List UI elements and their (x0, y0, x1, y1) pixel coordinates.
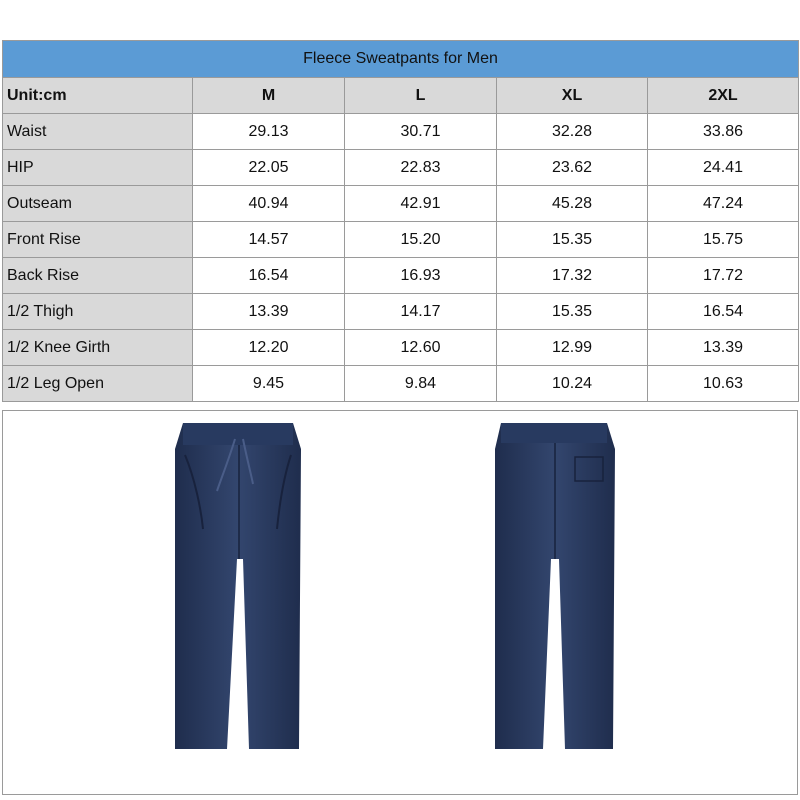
waistband (183, 423, 293, 445)
table-cell: 14.57 (193, 222, 345, 258)
table-cell: 30.71 (345, 114, 497, 150)
row-label: 1/2 Leg Open (3, 366, 193, 402)
table-cell: 12.99 (497, 330, 648, 366)
table-row (3, 186, 799, 222)
table-cell: 16.54 (193, 258, 345, 294)
table-cell: 17.72 (648, 258, 799, 294)
row-label: Front Rise (3, 222, 193, 258)
table-cell: 15.20 (345, 222, 497, 258)
table-cell: 17.32 (497, 258, 648, 294)
table-row (3, 294, 799, 330)
table-row (3, 150, 799, 186)
size-header-2xl: 2XL (648, 78, 799, 114)
unit-label: Unit:cm (3, 78, 193, 114)
table-cell: 24.41 (648, 150, 799, 186)
table-cell: 13.39 (648, 330, 799, 366)
table-cell: 9.84 (345, 366, 497, 402)
row-label: 1/2 Knee Girth (3, 330, 193, 366)
table-row (3, 258, 799, 294)
table-cell: 14.17 (345, 294, 497, 330)
pants-back-view (491, 419, 621, 759)
table-cell: 15.75 (648, 222, 799, 258)
table-cell: 15.35 (497, 294, 648, 330)
row-label: Back Rise (3, 258, 193, 294)
table-cell: 22.83 (345, 150, 497, 186)
table-row (3, 330, 799, 366)
pants-body (175, 423, 301, 749)
size-header-m: M (193, 78, 345, 114)
table-cell: 12.60 (345, 330, 497, 366)
row-label: Outseam (3, 186, 193, 222)
table-row (3, 222, 799, 258)
header-row (3, 78, 799, 114)
table-row (3, 366, 799, 402)
product-image-area (2, 410, 798, 795)
table-cell: 40.94 (193, 186, 345, 222)
row-label: Waist (3, 114, 193, 150)
table-cell: 13.39 (193, 294, 345, 330)
table-cell: 33.86 (648, 114, 799, 150)
size-header-xl: XL (497, 78, 648, 114)
table-cell: 29.13 (193, 114, 345, 150)
title-row (3, 41, 799, 78)
table-cell: 15.35 (497, 222, 648, 258)
size-table (2, 40, 799, 402)
table-cell: 32.28 (497, 114, 648, 150)
table-cell: 10.24 (497, 366, 648, 402)
table-cell: 23.62 (497, 150, 648, 186)
pants-front-view (171, 419, 311, 759)
waistband (501, 423, 607, 443)
table-cell: 22.05 (193, 150, 345, 186)
table-cell: 10.63 (648, 366, 799, 402)
size-chart (2, 40, 798, 402)
table-cell: 47.24 (648, 186, 799, 222)
table-row (3, 114, 799, 150)
row-label: 1/2 Thigh (3, 294, 193, 330)
row-label: HIP (3, 150, 193, 186)
table-cell: 9.45 (193, 366, 345, 402)
table-cell: 42.91 (345, 186, 497, 222)
table-cell: 12.20 (193, 330, 345, 366)
table-cell: 45.28 (497, 186, 648, 222)
table-cell: 16.54 (648, 294, 799, 330)
table-cell: 16.93 (345, 258, 497, 294)
table-title: Fleece Sweatpants for Men (3, 41, 799, 78)
size-header-l: L (345, 78, 497, 114)
